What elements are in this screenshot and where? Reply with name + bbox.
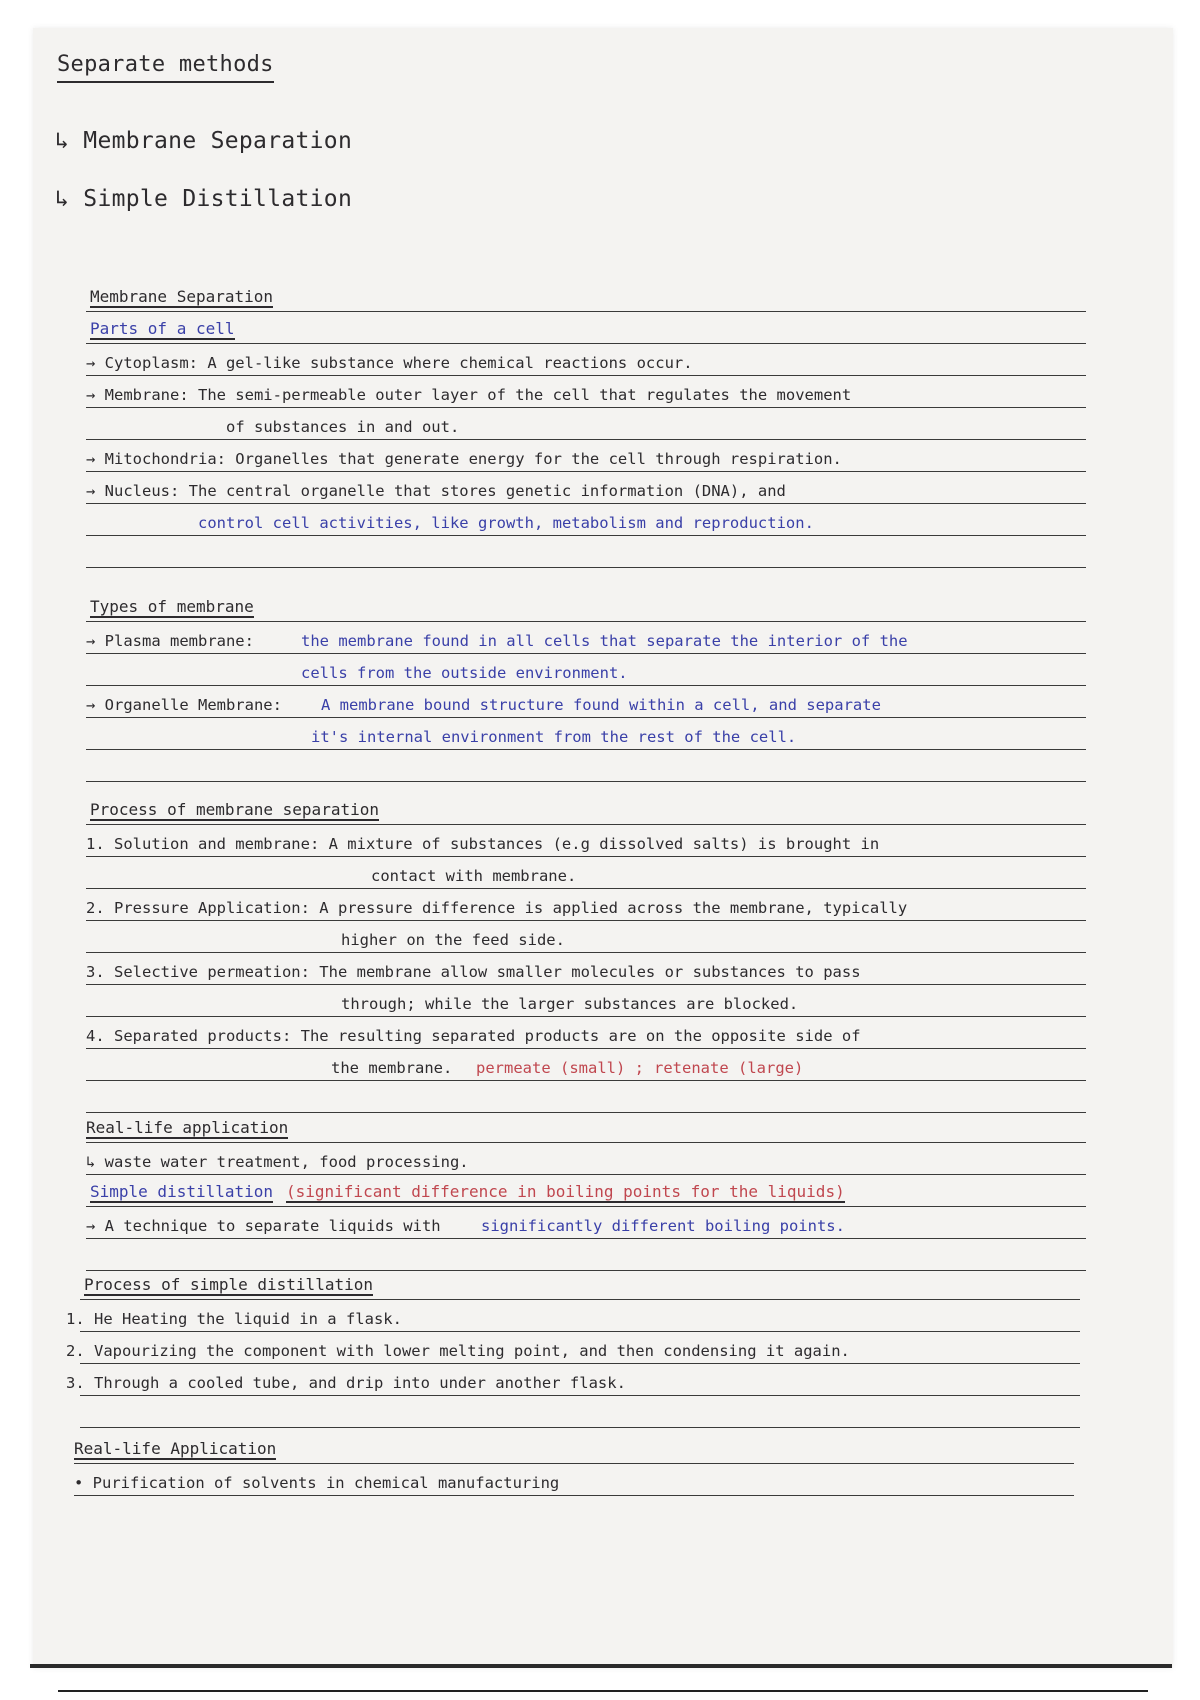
- note-line: [66, 1332, 1080, 1364]
- note-line: [86, 472, 1086, 504]
- process-step-1-cont: contact with membrane.: [371, 867, 577, 885]
- page-title: Separate methods: [57, 52, 274, 83]
- membrane-note-cont: of substances in and out.: [226, 418, 460, 436]
- process-heading: Process of membrane separation: [90, 800, 379, 819]
- organelle-text-cont: it's internal environment from the rest of the cell.: [311, 728, 797, 746]
- section-heading-row: [86, 590, 1086, 622]
- note-line: [86, 921, 1086, 953]
- distillation-step-3: 3. Through a cooled tube, and drip into under another flask.: [66, 1374, 626, 1392]
- distillation-heading: Simple distillation: [90, 1182, 274, 1201]
- note-line: [86, 622, 1086, 654]
- section-heading-row: [86, 793, 1086, 825]
- section-heading-row: [86, 1111, 1086, 1143]
- note-line: [86, 718, 1086, 750]
- note-line: [86, 857, 1086, 889]
- process-step-3-cont: through; while the larger substances are blocked.: [341, 995, 799, 1013]
- process-step-4: 4. Separated products: The resulting separated products are on the opposite side of: [86, 1027, 861, 1045]
- note-line: [86, 1049, 1086, 1081]
- parts-heading-row: [86, 312, 1086, 344]
- nucleus-note: → Nucleus: The central organelle that stores genetic information (DNA), and: [86, 482, 786, 500]
- distillation-process-section: [66, 1268, 1080, 1428]
- application-heading: Real-life application: [86, 1118, 289, 1137]
- membrane-note: → Membrane: The semi-permeable outer layer of the cell that regulates the movement: [86, 386, 852, 404]
- application-section: [86, 1111, 1086, 1271]
- process-step-2-cont: higher on the feed side.: [341, 931, 565, 949]
- blank-line: [86, 1081, 1086, 1113]
- section-heading-row: [86, 280, 1086, 312]
- note-line: [86, 654, 1086, 686]
- topic-item-distillation: ↳ Simple Distillation: [55, 186, 353, 212]
- cytoplasm-note: → Cytoplasm: A gel-like substance where chemical reactions occur.: [86, 354, 693, 372]
- permeate-note: permeate (small) ;: [476, 1059, 644, 1077]
- application-text: ↳ waste water treatment, food processing.: [86, 1153, 469, 1171]
- footer-divider: [58, 1690, 1148, 1692]
- note-line: [86, 504, 1086, 536]
- types-section: [86, 590, 1086, 782]
- membrane-heading: Membrane Separation: [90, 287, 274, 306]
- section-heading-row: [80, 1268, 1080, 1300]
- plasma-text: the membrane found in all cells that separate the interior of the: [301, 632, 908, 650]
- application2-section: [74, 1432, 1074, 1496]
- page-bottom-rule: [30, 1664, 1172, 1668]
- mitochondria-note: → Mitochondria: Organelles that generate energy for the cell through respiration.: [86, 450, 842, 468]
- plasma-label: → Plasma membrane:: [86, 632, 254, 650]
- note-line: [86, 1017, 1086, 1049]
- note-line: [86, 825, 1086, 857]
- note-line: [86, 344, 1086, 376]
- application2-heading: Real-life Application: [74, 1439, 277, 1458]
- note-line: [66, 1364, 1080, 1396]
- process-step-3: 3. Selective permeation: The membrane allow smaller molecules or substances to pass: [86, 963, 861, 981]
- note-line: [74, 1464, 1074, 1496]
- process-step-4-cont: the membrane.: [331, 1059, 453, 1077]
- parts-heading: Parts of a cell: [90, 319, 235, 338]
- topic-item-membrane: ↳ Membrane Separation: [55, 128, 353, 154]
- plasma-text-cont: cells from the outside environment.: [301, 664, 628, 682]
- nucleus-note-cont: control cell activities, like growth, metabolism and reproduction.: [198, 514, 814, 532]
- distillation-step-2: 2. Vapourizing the component with lower melting point, and then condensing it again.: [66, 1342, 850, 1360]
- distillation-text: → A technique to separate liquids with: [86, 1217, 441, 1235]
- note-line: [86, 686, 1086, 718]
- note-line: [86, 408, 1086, 440]
- distillation-text-highlight: significantly different boiling points.: [481, 1217, 845, 1235]
- process-section: [86, 793, 1086, 1113]
- distillation-heading-row: [86, 1175, 1086, 1207]
- organelle-text: A membrane bound structure found within a cell, and separate: [321, 696, 881, 714]
- types-heading: Types of membrane: [90, 597, 254, 616]
- membrane-section: [86, 280, 1086, 568]
- process-step-1: 1. Solution and membrane: A mixture of substances (e.g dissolved salts) is brought in: [86, 835, 880, 853]
- process-step-2: 2. Pressure Application: A pressure difference is applied across the membrane, typically: [86, 899, 908, 917]
- distillation-heading-note: (significant difference in boiling points for the liquids): [286, 1182, 845, 1201]
- note-line: [86, 440, 1086, 472]
- organelle-label: → Organelle Membrane:: [86, 696, 282, 714]
- note-line: [86, 985, 1086, 1017]
- note-line: [86, 1143, 1086, 1175]
- note-line: [86, 376, 1086, 408]
- note-line: [86, 1207, 1086, 1239]
- retenate-note: retenate (large): [654, 1059, 804, 1077]
- blank-line: [80, 1396, 1080, 1428]
- blank-line: [86, 536, 1086, 568]
- blank-line: [86, 750, 1086, 782]
- blank-line: [86, 1239, 1086, 1271]
- note-line: [86, 953, 1086, 985]
- distillation-step-1: 1. He Heating the liquid in a flask.: [66, 1310, 402, 1328]
- note-line: [66, 1300, 1080, 1332]
- application2-text: • Purification of solvents in chemical manufacturing: [74, 1474, 560, 1492]
- note-line: [86, 889, 1086, 921]
- section-heading-row: [74, 1432, 1074, 1464]
- distillation-process-heading: Process of simple distillation: [84, 1275, 373, 1294]
